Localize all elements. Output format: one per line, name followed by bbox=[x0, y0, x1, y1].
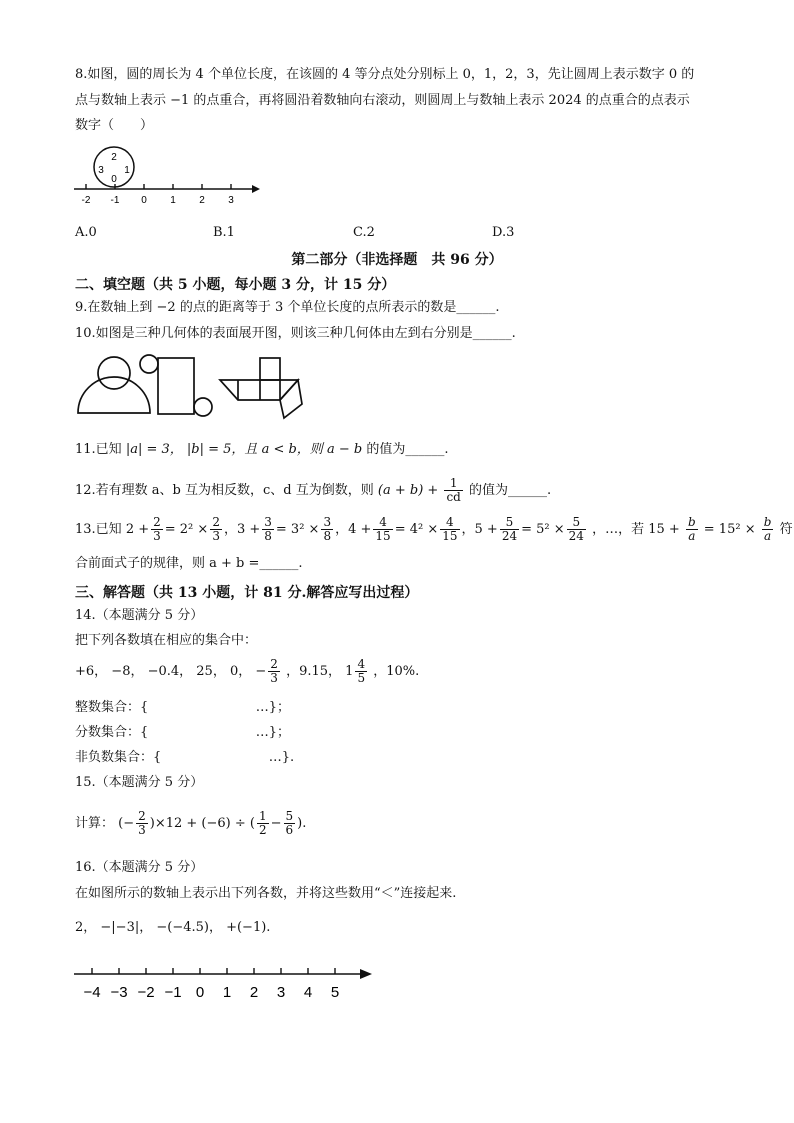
denominator: 15 bbox=[375, 529, 391, 543]
q8-line3: 数字（ ） bbox=[75, 118, 154, 133]
denominator: 8 bbox=[264, 529, 272, 543]
q13-fraction bbox=[762, 516, 774, 543]
numerator: 5 bbox=[567, 516, 586, 530]
q14-nums: ，10%. bbox=[373, 664, 420, 679]
numerator: 2 bbox=[270, 657, 278, 671]
q13-tail: 符 bbox=[779, 522, 793, 537]
q15-expr bbox=[75, 807, 306, 841]
circle-label: 1 bbox=[124, 165, 130, 176]
q13-term-eq: = 4² × bbox=[394, 522, 439, 537]
q13-term-whole: 15 + bbox=[648, 522, 680, 537]
q8-option-a: A.0 bbox=[75, 225, 97, 240]
axis-tick-label: 2 bbox=[249, 984, 259, 1001]
q11-expr: |b| = 5，且 bbox=[186, 442, 258, 457]
q11-prefix: 11.已知 bbox=[75, 442, 122, 457]
q13-fraction bbox=[567, 516, 586, 543]
cone-lateral-sector bbox=[78, 377, 150, 413]
q13-term bbox=[335, 515, 461, 543]
q15-part: )×12 + (−6) ÷ ( bbox=[149, 816, 255, 831]
q14-mixed-whole: 1 bbox=[345, 664, 354, 679]
axis-tick-label: 0 bbox=[141, 195, 147, 206]
q8-line2: 点与数轴上表示 −1 的点重合，再将圆沿着数轴向右滚动，则圆周上与数轴上表示 2024 的点重合的点表示 bbox=[75, 93, 690, 108]
q13-term-eq: = 15² × bbox=[703, 522, 756, 537]
axis-tick-label: 1 bbox=[222, 984, 232, 1001]
axis-tick-label: 5 bbox=[330, 984, 340, 1001]
q10-figure bbox=[72, 352, 304, 422]
axis-tick-label: 4 bbox=[303, 984, 313, 1001]
q14-instr: 把下列各数填在相应的集合中： bbox=[75, 633, 258, 648]
q13-fraction bbox=[500, 516, 519, 543]
q8-figure bbox=[72, 145, 262, 211]
q14-fraction bbox=[268, 658, 280, 685]
axis-tick-label: 3 bbox=[276, 984, 286, 1001]
q14-head: 14.（本题满分 5 分） bbox=[75, 608, 204, 623]
circle-label: 0 bbox=[111, 174, 117, 185]
q14-mixed-fraction bbox=[355, 658, 367, 685]
q13-term bbox=[125, 515, 224, 543]
q8-option-c: C.2 bbox=[353, 225, 375, 240]
separator: ， bbox=[223, 522, 237, 537]
q15-fraction bbox=[257, 810, 269, 837]
denominator: cd bbox=[446, 490, 461, 504]
q13-ellipsis: ，…，若 bbox=[592, 522, 645, 537]
numerator: b bbox=[763, 515, 772, 529]
section3-title: 三、解答题（共 13 小题，计 81 分.解答应写出过程） bbox=[75, 585, 419, 601]
q15-part: ). bbox=[297, 816, 307, 831]
q15-part: (− bbox=[118, 816, 135, 831]
denominator: 15 bbox=[442, 529, 458, 543]
q13-term-eq: = 5² × bbox=[521, 522, 565, 537]
q16-numbers: 2， −|−3|， −(−4.5)， +(−1). bbox=[75, 920, 271, 935]
circle-label: 2 bbox=[111, 152, 117, 163]
denominator: 24 bbox=[568, 529, 584, 543]
axis-tick-label: 3 bbox=[228, 195, 234, 206]
q13-fraction bbox=[686, 516, 698, 543]
denominator: 24 bbox=[501, 529, 518, 543]
q13-prefix: 13.已知 bbox=[75, 522, 122, 537]
denominator: 5 bbox=[357, 671, 366, 685]
numerator: 5 bbox=[500, 516, 519, 530]
q16-instr: 在如图所示的数轴上表示出下列各数，并将这些数用“＜”连接起来. bbox=[75, 886, 457, 901]
cylinder-top-circle bbox=[140, 355, 158, 373]
q11 bbox=[75, 442, 448, 458]
numerator: 2 bbox=[153, 515, 161, 529]
q13-term-whole: 3 + bbox=[236, 522, 261, 537]
q13-term-eq: = 2² × bbox=[164, 522, 209, 537]
axis-tick-label: 0 bbox=[195, 984, 205, 1001]
numerator: 4 bbox=[373, 516, 392, 530]
axis-arrow bbox=[360, 969, 372, 979]
cylinder-lateral-rect bbox=[158, 358, 194, 414]
q16-number-line bbox=[72, 962, 377, 1004]
q8-line1: 8.如图，圆的周长为 4 个单位长度，在该圆的 4 等分点处分别标上 0，1，2，3，先让圆周上表示数字 0 的 bbox=[75, 67, 695, 82]
q12-prefix: 12.若有理数 a、b 互为相反数，c、d 互为倒数，则 bbox=[75, 483, 374, 498]
axis-tick-label: -1 bbox=[110, 195, 120, 206]
q13-term bbox=[223, 515, 335, 543]
q12 bbox=[75, 475, 551, 507]
denominator: 3 bbox=[212, 529, 220, 543]
q13-fraction bbox=[262, 516, 274, 543]
q15-head: 15.（本题满分 5 分） bbox=[75, 775, 204, 790]
q15-part: − bbox=[270, 816, 282, 831]
q13-fraction bbox=[210, 516, 222, 543]
denominator: a bbox=[764, 529, 772, 543]
q14-neg-sign: − bbox=[255, 664, 267, 679]
axis-tick-label: −3 bbox=[110, 984, 128, 1001]
q15-fraction bbox=[284, 810, 296, 837]
denominator: 3 bbox=[270, 671, 278, 685]
q13-term bbox=[461, 515, 588, 543]
q12-expr: (a + b) + bbox=[377, 483, 439, 498]
circle-label: 3 bbox=[98, 165, 104, 176]
numerator: 1 bbox=[258, 809, 267, 823]
q13-fraction bbox=[321, 516, 333, 543]
separator: ， bbox=[461, 522, 475, 537]
q12-suffix: 的值为______. bbox=[468, 483, 552, 498]
numerator: 2 bbox=[138, 809, 146, 823]
denominator: 8 bbox=[323, 529, 332, 543]
denominator: 6 bbox=[285, 823, 294, 837]
prism-face-top bbox=[260, 358, 280, 380]
q11-expr: |a| = 3， bbox=[125, 442, 183, 457]
cylinder-bottom-circle bbox=[194, 398, 212, 416]
axis-tick-label: −4 bbox=[83, 984, 101, 1001]
q11-suffix: 的值为______. bbox=[366, 442, 449, 457]
q8-option-d: D.3 bbox=[492, 225, 515, 240]
q13-line1 bbox=[75, 514, 793, 546]
numerator: 3 bbox=[264, 515, 272, 529]
q13-term-eq: = 3² × bbox=[275, 522, 320, 537]
q14-set-fractions: 分数集合：{ …}； bbox=[75, 725, 290, 740]
axis-tick-label: 2 bbox=[199, 195, 205, 206]
numerator: 2 bbox=[212, 515, 220, 529]
q14-set-nonnegative: 非负数集合：{ …}. bbox=[75, 750, 295, 765]
axis-tick-label: 1 bbox=[170, 195, 176, 206]
numerator: b bbox=[687, 515, 696, 529]
axis-tick-label: -2 bbox=[81, 195, 91, 206]
axis-arrow bbox=[252, 185, 260, 193]
q13-fraction bbox=[440, 516, 459, 543]
q9: 9.在数轴上到 −2 的点的距离等于 3 个单位长度的点所表示的数是______. bbox=[75, 300, 500, 315]
denominator: 2 bbox=[258, 823, 267, 837]
q13-line2: 合前面式子的规律，则 a + b =______. bbox=[75, 556, 303, 571]
prism-face-square bbox=[280, 380, 302, 418]
q15-fraction bbox=[136, 810, 148, 837]
cone-base-circle bbox=[98, 357, 130, 389]
numerator: 1 bbox=[444, 477, 462, 491]
q13-term-whole: 2 + bbox=[125, 522, 150, 537]
q12-fraction bbox=[444, 477, 462, 504]
q16-head: 16.（本题满分 5 分） bbox=[75, 860, 204, 875]
axis-tick-label: −1 bbox=[164, 984, 182, 1001]
numerator: 5 bbox=[285, 809, 294, 823]
separator: ， bbox=[335, 522, 349, 537]
q14-set-integers: 整数集合：{ …}； bbox=[75, 700, 290, 715]
denominator: 3 bbox=[138, 823, 146, 837]
q13-fraction bbox=[151, 516, 163, 543]
q11-expr: a < b，则 bbox=[261, 442, 323, 457]
denominator: a bbox=[688, 529, 696, 543]
q14-nums: +6， −8， −0.4， 25， 0， bbox=[75, 664, 252, 679]
q8-option-b: B.1 bbox=[213, 225, 235, 240]
q13-term-whole: 4 + bbox=[348, 522, 372, 537]
q14-numbers bbox=[75, 656, 419, 688]
q15-label: 计算： bbox=[75, 816, 115, 831]
part2-title: 第二部分（非选择题 共 96 分） bbox=[291, 252, 503, 268]
prism-face-strip bbox=[220, 380, 298, 400]
q11-expr: a − b bbox=[326, 442, 363, 457]
q14-nums: ，9.15， bbox=[286, 664, 342, 679]
numerator: 4 bbox=[357, 657, 366, 671]
denominator: 3 bbox=[153, 529, 161, 543]
numerator: 4 bbox=[440, 516, 459, 530]
q10: 10.如图是三种几何体的表面展开图，则该三种几何体由左到右分别是______. bbox=[75, 326, 516, 341]
section2-title: 二、填空题（共 5 小题，每小题 3 分，计 15 分） bbox=[75, 277, 396, 293]
axis-tick-label: −2 bbox=[137, 984, 155, 1001]
numerator: 3 bbox=[323, 515, 332, 529]
q13-fraction bbox=[373, 516, 392, 543]
q13-term-whole: 5 + bbox=[474, 522, 498, 537]
